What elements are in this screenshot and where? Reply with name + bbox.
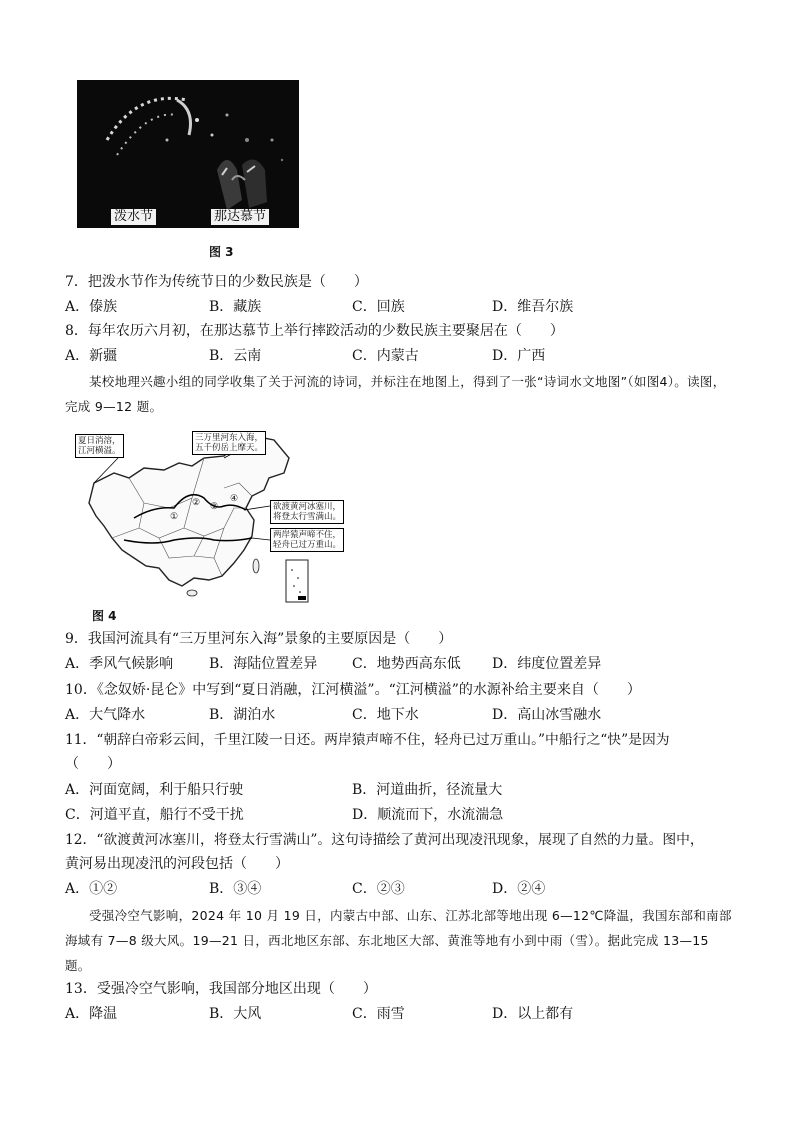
callout-poem-boat-line-2: 轻舟已过万重山。	[273, 540, 342, 550]
photo-label-naadam-festival: 那达慕节	[211, 209, 269, 225]
callout-poem-boat	[270, 528, 344, 552]
question-9-option-a[interactable]: A．季风气候影响	[65, 656, 174, 672]
question-8-option-c[interactable]: C．内蒙古	[352, 348, 419, 364]
question-13-option-a[interactable]: A．降温	[65, 1006, 118, 1022]
question-12-option-c[interactable]: C．②③	[352, 881, 405, 897]
question-11-option-c[interactable]: C．河道平直，船行不受干扰	[65, 807, 244, 823]
question-8-option-d[interactable]: D．广西	[492, 348, 546, 364]
passage-13-15	[65, 903, 737, 978]
question-7-option-b[interactable]: B．藏族	[209, 299, 262, 315]
river-marker-3: ③	[210, 502, 219, 512]
passage-9-12-text: 某校地理兴趣小组的同学收集了关于河流的诗词，并标注在地图上，得到了一张“诗词水文地图”（如图4）。读图，完成 9—12 题。	[65, 374, 726, 414]
question-11-option-d[interactable]: D．顺流而下，水流湍急	[352, 807, 504, 823]
question-7-stem: 7．把泼水节作为传统节日的少数民族是（ ）	[65, 274, 368, 290]
china-river-poetry-map	[74, 428, 342, 608]
question-13-option-d[interactable]: D．以上都有	[492, 1006, 574, 1022]
question-9-option-c[interactable]: C．地势西高东低	[352, 656, 461, 672]
question-8-option-a[interactable]: A．新疆	[65, 348, 118, 364]
passage-9-12	[65, 369, 737, 419]
question-12-option-d[interactable]: D．②④	[492, 881, 546, 897]
question-8-stem: 8．每年农历六月初，在那达慕节上举行摔跤活动的少数民族主要聚居在（ ）	[65, 323, 564, 339]
festival-photo-graphic	[77, 80, 299, 228]
question-12-option-a[interactable]: A．①②	[65, 881, 118, 897]
question-12-stem: 12．“欲渡黄河冰塞川，将登太行雪满山”。这句诗描绘了黄河出现凌汛现象，展现了自然的力量。图中，	[65, 832, 704, 848]
question-7-option-d[interactable]: D．维吾尔族	[492, 299, 574, 315]
callout-poem-yellow-river-ice	[270, 500, 344, 524]
callout-poem-kunlun	[75, 434, 124, 458]
callout-poem-yellow-river-ice-line-1: 欲渡黄河冰塞川，	[273, 502, 342, 512]
callout-poem-kunlun-line-1: 夏日消溶，	[78, 436, 121, 446]
question-10-option-c[interactable]: C．地下水	[352, 707, 419, 723]
figure-4-caption: 图 4	[92, 609, 117, 623]
question-12-option-b[interactable]: B．③④	[209, 881, 262, 897]
question-11-stem: 11．“朝辞白帝彩云间，千里江陵一日还。两岸猿声啼不住，轻舟已过万重山。”中船行之“快”是因为	[65, 732, 670, 748]
figure-3-caption: 图 3	[209, 245, 234, 259]
river-marker-2: ②	[192, 498, 201, 508]
question-10-option-d[interactable]: D．高山冰雪融水	[492, 707, 602, 723]
question-7-option-c[interactable]: C．回族	[352, 299, 405, 315]
question-11-option-a[interactable]: A．河面宽阔，利于船只行驶	[65, 782, 244, 798]
river-marker-4: ④	[230, 494, 239, 504]
question-7-option-a[interactable]: A．傣族	[65, 299, 118, 315]
question-13-stem: 13．受强冷空气影响，我国部分地区出现（ ）	[65, 981, 377, 997]
question-8-option-b[interactable]: B．云南	[209, 348, 262, 364]
question-9-stem: 9．我国河流具有“三万里河东入海”景象的主要原因是（ ）	[65, 631, 453, 647]
question-13-option-b[interactable]: B．大风	[209, 1006, 262, 1022]
river-marker-1: ①	[170, 512, 179, 522]
question-11-stem-continued: （ ）	[65, 756, 121, 772]
callout-poem-kunlun-line-2: 江河横溢。	[78, 446, 121, 456]
question-10-stem: 10．《念奴娇·昆仑》中写到“夏日消融，江河横溢”。“江河横溢”的水源补给主要来自（ ）	[65, 682, 641, 698]
photo-label-water-festival: 泼水节	[111, 209, 156, 225]
callout-poem-east-sea	[192, 431, 266, 455]
callout-poem-east-sea-line-2: 五千仞岳上摩天。	[195, 443, 264, 453]
question-11-option-b[interactable]: B．河道曲折，径流量大	[352, 782, 503, 798]
question-9-option-d[interactable]: D．纬度位置差异	[492, 656, 602, 672]
callout-poem-boat-line-1: 两岸猿声啼不住，	[273, 530, 342, 540]
festival-photo	[77, 80, 299, 228]
question-10-option-b[interactable]: B．湖泊水	[209, 707, 276, 723]
passage-13-15-text: 受强冷空气影响，2024 年 10 月 19 日，内蒙古中部、山东、江苏北部等地出现 6—12℃降温，我国东部和南部海域有 7—8 级大风。19—21 日，西北地区东部、东北地区大部、黄淮等地有小到中雨（雪）。据此完成 13—15 题。	[65, 908, 732, 973]
question-12-stem-continued: 黄河易出现凌汛的河段包括（ ）	[65, 856, 289, 872]
question-9-option-b[interactable]: B．海陆位置差异	[209, 656, 318, 672]
question-10-option-a[interactable]: A．大气降水	[65, 707, 146, 723]
callout-poem-east-sea-line-1: 三万里河东入海，	[195, 433, 264, 443]
question-13-option-c[interactable]: C．雨雪	[352, 1006, 405, 1022]
callout-poem-yellow-river-ice-line-2: 将登太行雪满山。	[273, 512, 342, 522]
